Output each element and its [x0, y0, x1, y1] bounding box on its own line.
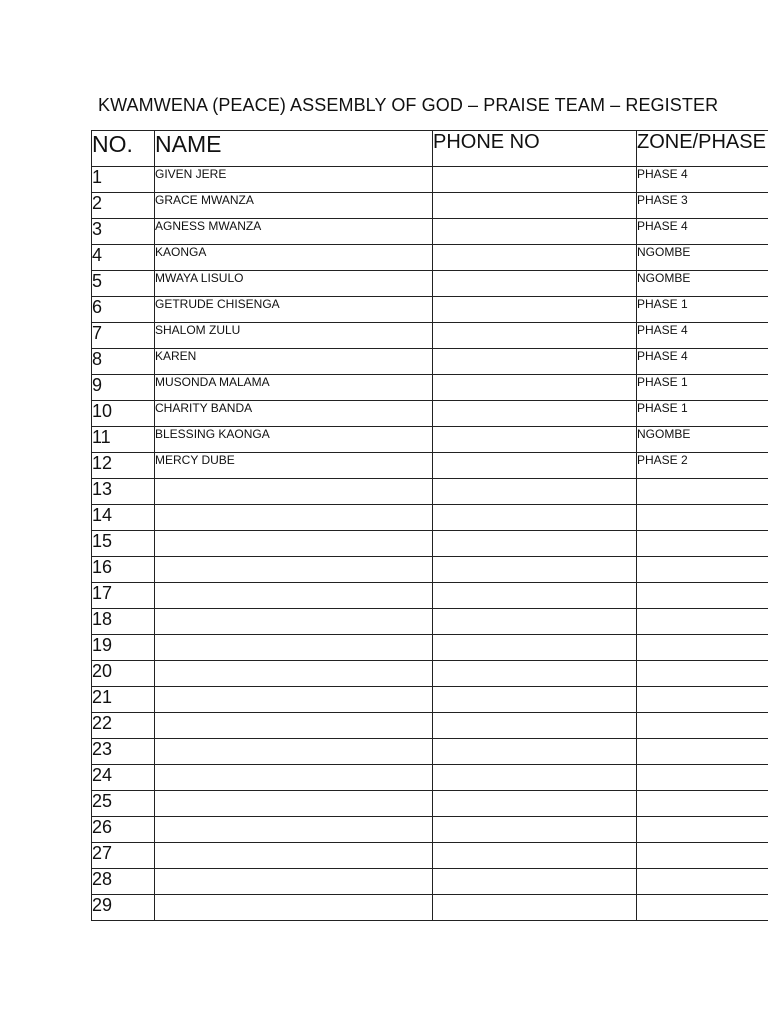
phone-number [433, 271, 637, 297]
member-name: GETRUDE CHISENGA [155, 297, 433, 323]
phone-number [433, 505, 637, 531]
table-row [92, 817, 768, 843]
table-row [92, 427, 768, 453]
document-title: KWAMWENA (PEACE) ASSEMBLY OF GOD – PRAISE TEAM – REGISTER [98, 95, 719, 115]
zone-phase [637, 505, 768, 531]
table-row [92, 453, 768, 479]
member-name [155, 843, 433, 869]
row-number: 9 [92, 375, 155, 401]
phone-number [433, 791, 637, 817]
table-row [92, 869, 768, 895]
table-row [92, 375, 768, 401]
table-row [92, 791, 768, 817]
zone-phase: PHASE 1 [637, 375, 768, 401]
zone-phase [637, 531, 768, 557]
zone-phase [637, 687, 768, 713]
phone-number [433, 557, 637, 583]
zone-phase: NGOMBE [637, 427, 768, 453]
table-row [92, 271, 768, 297]
row-number: 25 [92, 791, 155, 817]
phone-number [433, 297, 637, 323]
row-number: 23 [92, 739, 155, 765]
zone-phase [637, 843, 768, 869]
zone-phase [637, 557, 768, 583]
zone-phase: PHASE 4 [637, 167, 768, 193]
row-number: 16 [92, 557, 155, 583]
member-name [155, 531, 433, 557]
row-number: 26 [92, 817, 155, 843]
phone-number [433, 817, 637, 843]
row-number: 18 [92, 609, 155, 635]
member-name [155, 791, 433, 817]
member-name [155, 765, 433, 791]
table-row [92, 635, 768, 661]
row-number: 15 [92, 531, 155, 557]
table-row [92, 479, 768, 505]
row-number: 6 [92, 297, 155, 323]
phone-number [433, 635, 637, 661]
phone-number [433, 167, 637, 193]
table-row [92, 713, 768, 739]
member-name: MWAYA LISULO [155, 271, 433, 297]
phone-number [433, 375, 637, 401]
row-number: 14 [92, 505, 155, 531]
table-row [92, 739, 768, 765]
row-number: 27 [92, 843, 155, 869]
zone-phase [637, 661, 768, 687]
header-no: NO. [92, 131, 155, 167]
table-row [92, 661, 768, 687]
phone-number [433, 869, 637, 895]
row-number: 19 [92, 635, 155, 661]
member-name [155, 479, 433, 505]
phone-number [433, 687, 637, 713]
member-name: KAREN [155, 349, 433, 375]
table-row [92, 219, 768, 245]
row-number: 1 [92, 167, 155, 193]
row-number: 17 [92, 583, 155, 609]
zone-phase: PHASE 4 [637, 349, 768, 375]
phone-number [433, 219, 637, 245]
member-name [155, 661, 433, 687]
table-row [92, 531, 768, 557]
phone-number [433, 531, 637, 557]
row-number: 4 [92, 245, 155, 271]
phone-number [433, 895, 637, 921]
zone-phase [637, 635, 768, 661]
member-name: CHARITY BANDA [155, 401, 433, 427]
row-number: 22 [92, 713, 155, 739]
row-number: 10 [92, 401, 155, 427]
phone-number [433, 583, 637, 609]
table-row [92, 583, 768, 609]
member-name [155, 687, 433, 713]
header-row [92, 131, 768, 167]
phone-number [433, 427, 637, 453]
phone-number [433, 609, 637, 635]
table-row [92, 401, 768, 427]
member-name: MUSONDA MALAMA [155, 375, 433, 401]
table-row [92, 505, 768, 531]
table-row [92, 895, 768, 921]
table-row [92, 843, 768, 869]
row-number: 8 [92, 349, 155, 375]
zone-phase [637, 713, 768, 739]
member-name: GRACE MWANZA [155, 193, 433, 219]
phone-number [433, 661, 637, 687]
member-name: BLESSING KAONGA [155, 427, 433, 453]
header-zone: ZONE/PHASE [637, 131, 768, 167]
zone-phase: PHASE 2 [637, 453, 768, 479]
zone-phase [637, 869, 768, 895]
row-number: 12 [92, 453, 155, 479]
zone-phase [637, 479, 768, 505]
member-name: GIVEN JERE [155, 167, 433, 193]
phone-number [433, 349, 637, 375]
phone-number [433, 479, 637, 505]
row-number: 29 [92, 895, 155, 921]
phone-number [433, 713, 637, 739]
table-row [92, 193, 768, 219]
table-row [92, 349, 768, 375]
header-name: NAME [155, 131, 433, 167]
zone-phase [637, 765, 768, 791]
table-row [92, 323, 768, 349]
zone-phase: NGOMBE [637, 271, 768, 297]
phone-number [433, 453, 637, 479]
row-number: 20 [92, 661, 155, 687]
zone-phase [637, 609, 768, 635]
member-name: MERCY DUBE [155, 453, 433, 479]
register-body [92, 167, 768, 921]
member-name [155, 817, 433, 843]
row-number: 13 [92, 479, 155, 505]
zone-phase: PHASE 1 [637, 297, 768, 323]
table-row [92, 609, 768, 635]
member-name [155, 635, 433, 661]
member-name [155, 869, 433, 895]
member-name [155, 505, 433, 531]
zone-phase: PHASE 4 [637, 323, 768, 349]
table-row [92, 765, 768, 791]
table-row [92, 167, 768, 193]
member-name [155, 713, 433, 739]
member-name: AGNESS MWANZA [155, 219, 433, 245]
table-row [92, 297, 768, 323]
row-number: 28 [92, 869, 155, 895]
member-name [155, 895, 433, 921]
zone-phase [637, 895, 768, 921]
zone-phase [637, 583, 768, 609]
register-table [91, 130, 768, 921]
row-number: 24 [92, 765, 155, 791]
member-name [155, 583, 433, 609]
member-name: KAONGA [155, 245, 433, 271]
phone-number [433, 401, 637, 427]
header-phone: PHONE NO [433, 131, 637, 167]
member-name [155, 609, 433, 635]
phone-number [433, 323, 637, 349]
zone-phase: PHASE 1 [637, 401, 768, 427]
phone-number [433, 739, 637, 765]
row-number: 7 [92, 323, 155, 349]
zone-phase [637, 739, 768, 765]
row-number: 21 [92, 687, 155, 713]
table-row [92, 687, 768, 713]
phone-number [433, 193, 637, 219]
row-number: 2 [92, 193, 155, 219]
row-number: 11 [92, 427, 155, 453]
phone-number [433, 245, 637, 271]
phone-number [433, 765, 637, 791]
zone-phase [637, 817, 768, 843]
zone-phase: PHASE 4 [637, 219, 768, 245]
row-number: 3 [92, 219, 155, 245]
member-name [155, 557, 433, 583]
zone-phase: NGOMBE [637, 245, 768, 271]
table-row [92, 245, 768, 271]
member-name [155, 739, 433, 765]
member-name: SHALOM ZULU [155, 323, 433, 349]
zone-phase: PHASE 3 [637, 193, 768, 219]
zone-phase [637, 791, 768, 817]
phone-number [433, 843, 637, 869]
row-number: 5 [92, 271, 155, 297]
table-row [92, 557, 768, 583]
